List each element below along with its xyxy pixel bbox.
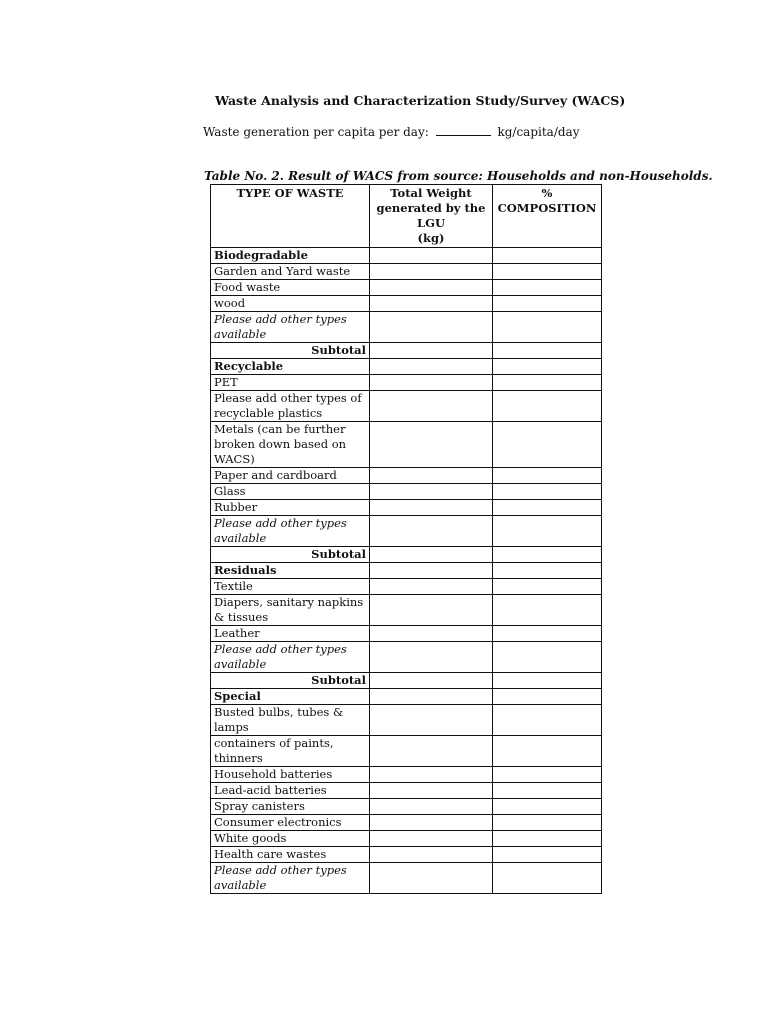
table-row [211, 343, 602, 359]
percent-composition-cell[interactable] [493, 815, 602, 831]
total-weight-cell[interactable] [370, 248, 493, 264]
table-row [211, 705, 602, 736]
percent-composition-cell[interactable] [493, 343, 602, 359]
table-row [211, 626, 602, 642]
waste-type-label: Consumer electronics [211, 815, 370, 831]
percent-composition-cell[interactable] [493, 705, 602, 736]
table-row [211, 516, 602, 547]
total-weight-cell[interactable] [370, 783, 493, 799]
percent-composition-cell[interactable] [493, 264, 602, 280]
waste-type-label: Leather [211, 626, 370, 642]
total-weight-cell[interactable] [370, 831, 493, 847]
table-row [211, 831, 602, 847]
total-weight-cell[interactable] [370, 547, 493, 563]
table-row [211, 863, 602, 894]
total-weight-cell[interactable] [370, 359, 493, 375]
header-percent-line: COMPOSITION [497, 201, 597, 215]
table-row [211, 312, 602, 343]
total-weight-cell[interactable] [370, 422, 493, 468]
total-weight-cell[interactable] [370, 579, 493, 595]
waste-type-label: Health care wastes [211, 847, 370, 863]
table-caption: Table No. 2. Result of WACS from source: Households and non-Households. [204, 169, 713, 183]
total-weight-cell[interactable] [370, 815, 493, 831]
table-row [211, 767, 602, 783]
generation-label: Waste generation per capita per day: [203, 125, 429, 139]
waste-type-label: Spray canisters [211, 799, 370, 815]
table-row [211, 673, 602, 689]
table-row [211, 799, 602, 815]
table-row [211, 248, 602, 264]
total-weight-cell[interactable] [370, 595, 493, 626]
document-title: Waste Analysis and Characterization Study/Survey (WACS) [215, 93, 626, 108]
header-total-weight-line: LGU [417, 216, 445, 230]
waste-type-label: Diapers, sanitary napkins & tissues [211, 595, 370, 626]
total-weight-cell[interactable] [370, 642, 493, 673]
table-row [211, 264, 602, 280]
header-total-weight-line: (kg) [417, 231, 445, 245]
percent-composition-cell[interactable] [493, 689, 602, 705]
total-weight-cell[interactable] [370, 705, 493, 736]
percent-composition-cell[interactable] [493, 626, 602, 642]
waste-type-label: PET [211, 375, 370, 391]
waste-type-label: wood [211, 296, 370, 312]
percent-composition-cell[interactable] [493, 422, 602, 468]
table-body [211, 248, 602, 894]
table-row [211, 296, 602, 312]
total-weight-cell[interactable] [370, 375, 493, 391]
wacs-table [210, 184, 602, 894]
percent-composition-cell[interactable] [493, 296, 602, 312]
percent-composition-cell[interactable] [493, 595, 602, 626]
percent-composition-cell[interactable] [493, 516, 602, 547]
header-total-weight-line: Total Weight [390, 186, 472, 200]
subtotal-label: Subtotal [211, 343, 370, 359]
table-row [211, 359, 602, 375]
waste-type-label: Textile [211, 579, 370, 595]
table-row [211, 280, 602, 296]
percent-composition-cell[interactable] [493, 673, 602, 689]
table-row [211, 547, 602, 563]
header-percent-line: % [541, 186, 553, 200]
table-row [211, 783, 602, 799]
total-weight-cell[interactable] [370, 516, 493, 547]
waste-type-label: Metals (can be further broken down based on WACS) [211, 422, 370, 468]
table-row [211, 595, 602, 626]
generation-blank-field [436, 124, 491, 136]
total-weight-cell[interactable] [370, 736, 493, 767]
total-weight-cell[interactable] [370, 391, 493, 422]
waste-type-label: Paper and cardboard [211, 468, 370, 484]
total-weight-cell[interactable] [370, 863, 493, 894]
header-total-weight-line: generated by the [376, 201, 486, 215]
percent-composition-cell[interactable] [493, 736, 602, 767]
table-row [211, 391, 602, 422]
waste-type-label: Rubber [211, 500, 370, 516]
waste-type-label: Household batteries [211, 767, 370, 783]
table-header-row [211, 185, 602, 248]
percent-composition-cell[interactable] [493, 799, 602, 815]
percent-composition-cell[interactable] [493, 831, 602, 847]
percent-composition-cell[interactable] [493, 280, 602, 296]
header-total-weight [370, 185, 493, 248]
total-weight-cell[interactable] [370, 563, 493, 579]
table-row [211, 375, 602, 391]
table-row [211, 579, 602, 595]
waste-type-label: containers of paints, thinners [211, 736, 370, 767]
table-row [211, 468, 602, 484]
waste-type-label: Garden and Yard waste [211, 264, 370, 280]
subtotal-label: Subtotal [211, 673, 370, 689]
table-row [211, 847, 602, 863]
percent-composition-cell[interactable] [493, 248, 602, 264]
percent-composition-cell[interactable] [493, 500, 602, 516]
table-row [211, 422, 602, 468]
category-label: Biodegradable [211, 248, 370, 264]
percent-composition-cell[interactable] [493, 484, 602, 500]
generation-per-capita-line [203, 124, 579, 139]
total-weight-cell[interactable] [370, 280, 493, 296]
total-weight-cell[interactable] [370, 468, 493, 484]
percent-composition-cell[interactable] [493, 863, 602, 894]
total-weight-cell[interactable] [370, 484, 493, 500]
category-label: Recyclable [211, 359, 370, 375]
total-weight-cell[interactable] [370, 626, 493, 642]
waste-type-label: Lead-acid batteries [211, 783, 370, 799]
total-weight-cell[interactable] [370, 343, 493, 359]
percent-composition-cell[interactable] [493, 359, 602, 375]
waste-type-placeholder: Please add other types available [211, 312, 370, 343]
percent-composition-cell[interactable] [493, 547, 602, 563]
total-weight-cell[interactable] [370, 264, 493, 280]
total-weight-cell[interactable] [370, 312, 493, 343]
waste-type-label: Food waste [211, 280, 370, 296]
percent-composition-cell[interactable] [493, 312, 602, 343]
percent-composition-cell[interactable] [493, 579, 602, 595]
percent-composition-cell[interactable] [493, 468, 602, 484]
header-percent-composition [493, 185, 602, 248]
generation-unit: kg/capita/day [497, 125, 580, 139]
subtotal-label: Subtotal [211, 547, 370, 563]
waste-type-label: Busted bulbs, tubes & lamps [211, 705, 370, 736]
waste-type-label: Glass [211, 484, 370, 500]
category-label: Residuals [211, 563, 370, 579]
waste-type-placeholder: Please add other types available [211, 642, 370, 673]
percent-composition-cell[interactable] [493, 847, 602, 863]
total-weight-cell[interactable] [370, 673, 493, 689]
category-label: Special [211, 689, 370, 705]
table-row [211, 500, 602, 516]
header-type-of-waste: TYPE OF WASTE [211, 185, 370, 248]
percent-composition-cell[interactable] [493, 391, 602, 422]
total-weight-cell[interactable] [370, 847, 493, 863]
total-weight-cell[interactable] [370, 500, 493, 516]
waste-type-label: Please add other types of recyclable plastics [211, 391, 370, 422]
table-row [211, 736, 602, 767]
total-weight-cell[interactable] [370, 799, 493, 815]
total-weight-cell[interactable] [370, 767, 493, 783]
percent-composition-cell[interactable] [493, 642, 602, 673]
waste-type-placeholder: Please add other types available [211, 516, 370, 547]
total-weight-cell[interactable] [370, 296, 493, 312]
waste-type-label: White goods [211, 831, 370, 847]
percent-composition-cell[interactable] [493, 375, 602, 391]
table-row [211, 815, 602, 831]
table-row [211, 484, 602, 500]
percent-composition-cell[interactable] [493, 767, 602, 783]
table-row [211, 689, 602, 705]
table-row [211, 563, 602, 579]
percent-composition-cell[interactable] [493, 783, 602, 799]
total-weight-cell[interactable] [370, 689, 493, 705]
table-row [211, 642, 602, 673]
percent-composition-cell[interactable] [493, 563, 602, 579]
waste-type-placeholder: Please add other types available [211, 863, 370, 894]
